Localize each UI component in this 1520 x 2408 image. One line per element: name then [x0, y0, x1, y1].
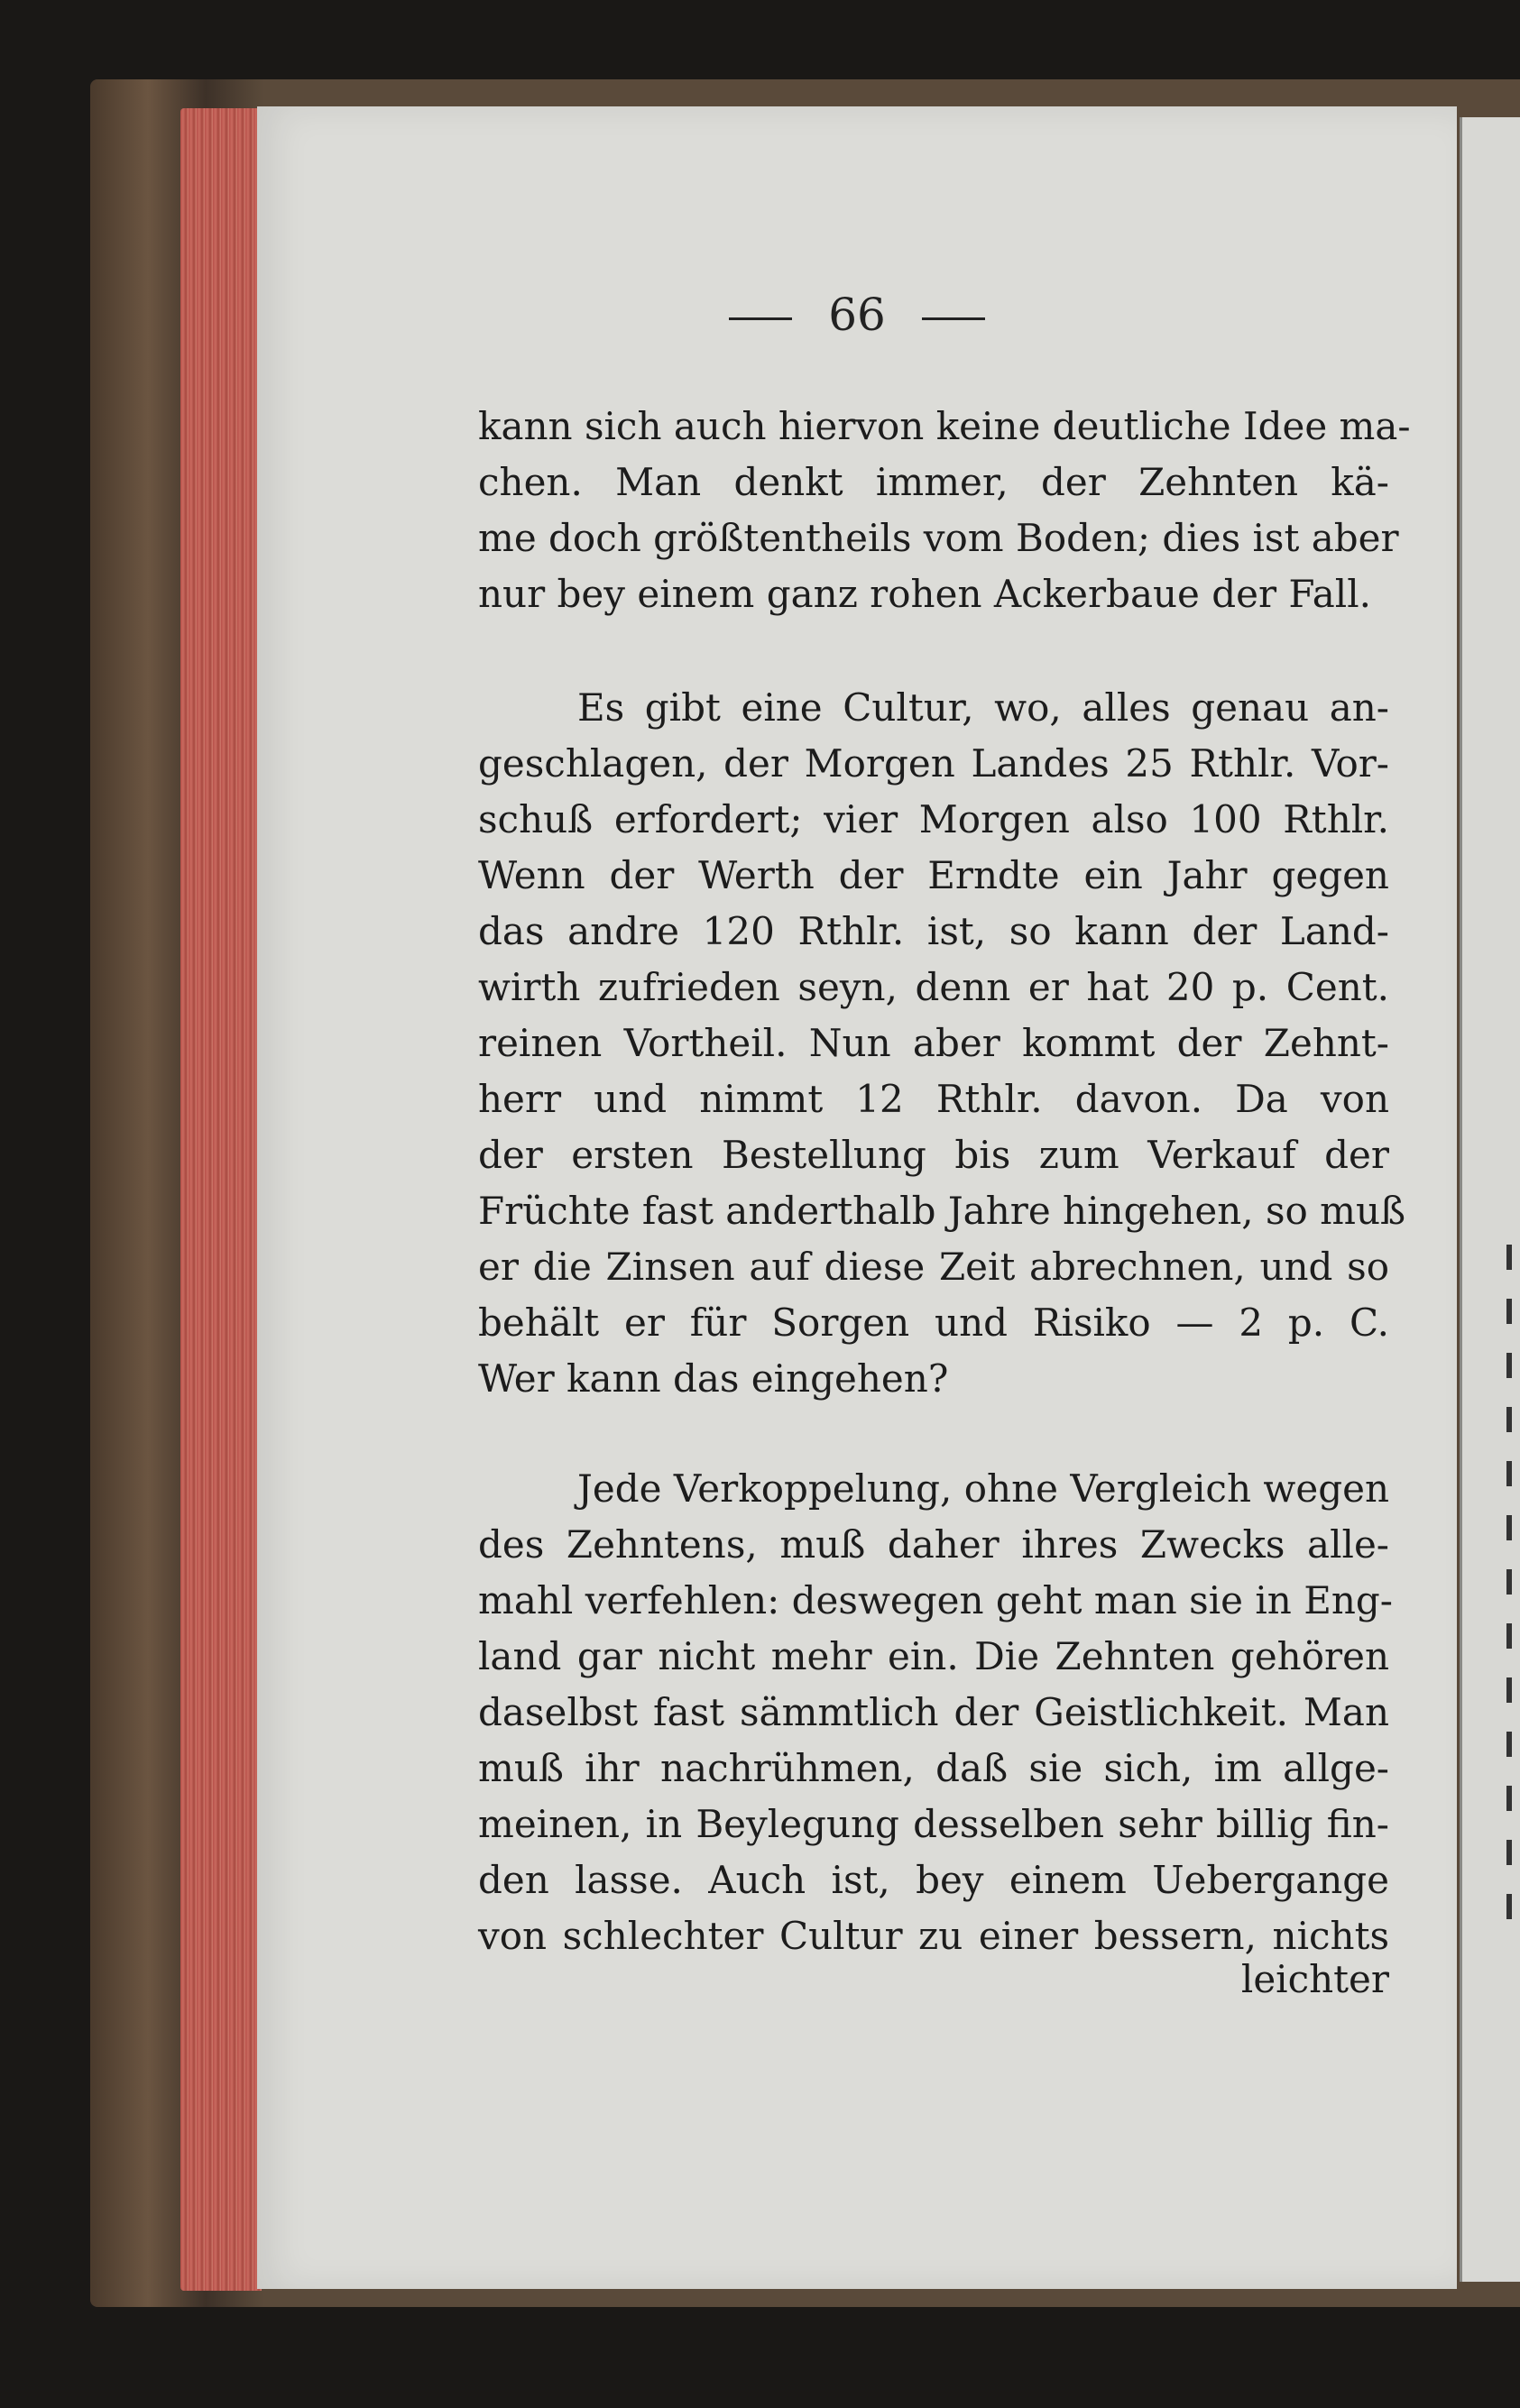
- text-line: Wer kann das eingehen?: [478, 1356, 949, 1401]
- paragraph-3: [478, 1461, 1393, 1964]
- text-line: von schlechter Cultur zu einer bessern, nichts: [478, 1914, 1389, 1958]
- text-line: Jede Verkoppelung, ohne Vergleich wegen: [577, 1466, 1389, 1511]
- text-line: daselbst fast sämmtlich der Geistlichkeit. Man: [478, 1690, 1389, 1734]
- facing-page-mark: [1506, 1515, 1512, 1540]
- text-line: muß ihr nachrühmen, daß sie sich, im allge-: [478, 1746, 1389, 1790]
- text-line: me doch größtentheils vom Boden; dies ist aber: [478, 516, 1399, 560]
- text-line: der ersten Bestellung bis zum Verkauf der: [478, 1133, 1389, 1177]
- text-line: behält er für Sorgen und Risiko — 2 p. C.: [478, 1301, 1389, 1345]
- text-line: nur bey einem ganz rohen Ackerbaue der Fall.: [478, 572, 1371, 616]
- facing-page-mark: [1506, 1840, 1512, 1865]
- facing-page-mark: [1506, 1569, 1512, 1595]
- text-line: kann sich auch hiervon keine deutliche Idee ma-: [478, 404, 1411, 448]
- facing-page-mark: [1506, 1786, 1512, 1811]
- text-line: mahl verfehlen: deswegen geht man sie in Eng-: [478, 1578, 1393, 1622]
- facing-page-mark: [1506, 1732, 1512, 1757]
- text-line: Wenn der Werth der Erndte ein Jahr gegen: [478, 853, 1389, 897]
- text-line: er die Zinsen auf diese Zeit abrechnen, und so: [478, 1245, 1389, 1289]
- facing-page-mark: [1506, 1299, 1512, 1324]
- facing-page-mark: [1506, 1407, 1512, 1432]
- catchword: leichter: [1240, 1957, 1389, 2001]
- text-line: Früchte fast anderthalb Jahre hingehen, so muß: [478, 1189, 1406, 1233]
- header-dash-left: [729, 317, 792, 320]
- text-line: schuß erfordert; vier Morgen also 100 Rthlr.: [478, 797, 1389, 841]
- text-line: reinen Vortheil. Nun aber kommt der Zehnt-: [478, 1021, 1389, 1065]
- facing-page-mark: [1506, 1894, 1512, 1919]
- text-line: land gar nicht mehr ein. Die Zehnten gehören: [478, 1634, 1389, 1678]
- text-line: geschlagen, der Morgen Landes 25 Rthlr. Vor-: [478, 741, 1389, 786]
- paragraph-1: [478, 399, 1411, 622]
- text-line: chen. Man denkt immer, der Zehnten kä-: [478, 460, 1389, 504]
- facing-page-mark: [1506, 1677, 1512, 1703]
- text-line: Es gibt eine Cultur, wo, alles genau an-: [577, 685, 1389, 730]
- text-line: herr und nimmt 12 Rthlr. davon. Da von: [478, 1077, 1389, 1121]
- page-number: 66: [828, 289, 886, 341]
- facing-page-mark: [1506, 1623, 1512, 1649]
- paragraph-2: [478, 680, 1406, 1407]
- facing-page-mark: [1506, 1245, 1512, 1270]
- text-line: den lasse. Auch ist, bey einem Uebergange: [478, 1858, 1389, 1902]
- text-line: des Zehntens, muß daher ihres Zwecks alle-: [478, 1522, 1389, 1567]
- header-dash-right: [922, 317, 985, 320]
- page-edges: [180, 108, 262, 2291]
- text-line: meinen, in Beylegung desselben sehr billig fin-: [478, 1802, 1389, 1846]
- facing-page-edge: [1460, 117, 1520, 2282]
- page-header: [257, 289, 1457, 361]
- text-line: das andre 120 Rthlr. ist, so kann der Land-: [478, 909, 1389, 953]
- facing-page-mark: [1506, 1461, 1512, 1486]
- text-line: wirth zufrieden seyn, denn er hat 20 p. Cent.: [478, 965, 1389, 1009]
- facing-page-mark: [1506, 1353, 1512, 1378]
